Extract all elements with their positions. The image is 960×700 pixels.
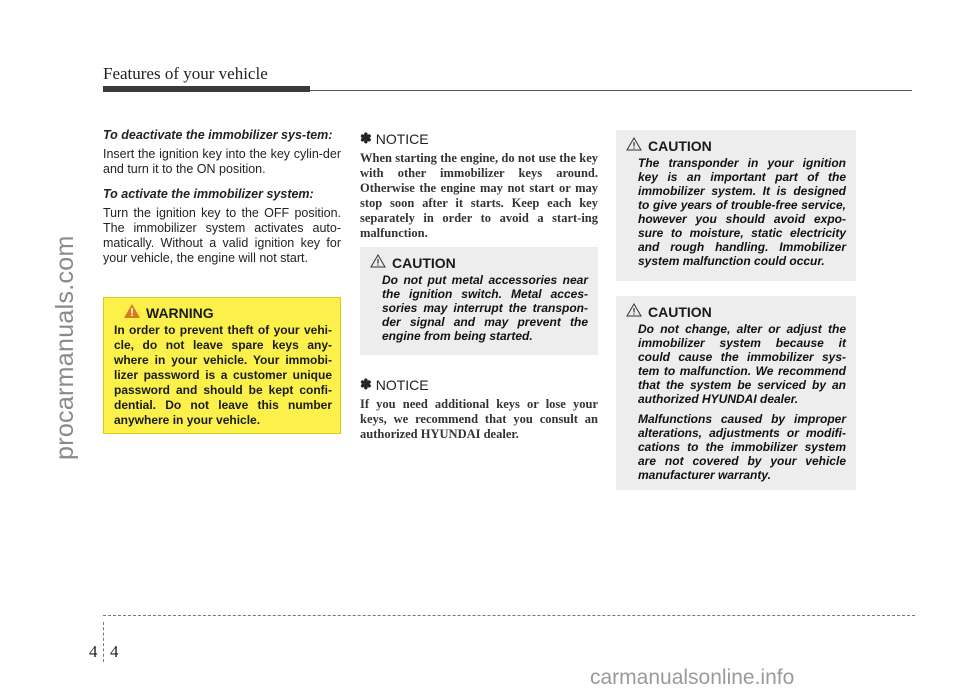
deactivate-heading: To deactivate the immobilizer sys-tem: xyxy=(103,128,333,142)
warning-text: In order to prevent theft of your vehi-cle, do not leave spare keys any-where in your vehicle. Your immobi-lizer password is a customer unique password and should be kept confi-dential. Do not leave this number anywhere in your vehicle. xyxy=(114,323,332,427)
notice-2-title: NOTICE xyxy=(375,376,429,393)
notice-1-text: When starting the engine, do not use the key with other immobilizer keys around. Otherwise the engine may not start or may stop soon after it starts. Keep each key separately in order to avoid a start-ing malfunction. xyxy=(360,151,598,240)
footer-rule xyxy=(103,615,915,616)
page-number: 4 xyxy=(110,642,119,661)
caution-title: CAUTION xyxy=(648,303,712,320)
caution-title-row xyxy=(626,303,846,320)
caution-text-1: Do not change, alter or adjust the immobilizer system because it could cause the immobilizer sys-tem to malfunction. We recommend that the system be serviced by an authorized HYUNDAI dealer. xyxy=(638,322,846,406)
warning-title-row xyxy=(124,304,332,321)
caution-triangle-icon xyxy=(370,254,386,271)
warning-title: WARNING xyxy=(146,304,214,321)
header-rule xyxy=(310,90,912,91)
caution-triangle-icon xyxy=(626,303,642,320)
column-2 xyxy=(360,130,598,241)
warning-box xyxy=(103,297,341,434)
notice-mark-icon: ✽ xyxy=(360,130,372,146)
caution-title-row xyxy=(626,137,846,154)
caution-title: CAUTION xyxy=(648,137,712,154)
caution-box-metal xyxy=(360,247,598,355)
notice-2-block xyxy=(360,376,598,442)
footer-divider xyxy=(103,622,104,662)
side-watermark: procarmanuals.com xyxy=(51,235,79,460)
bottom-watermark: carmanualsonline.info xyxy=(590,666,795,689)
activate-heading: To activate the immobilizer system: xyxy=(103,187,314,201)
page-header-title: Features of your vehicle xyxy=(103,64,268,83)
warning-triangle-icon xyxy=(124,304,140,321)
caution-title-row xyxy=(370,254,588,271)
caution-text-2: Malfunctions caused by improper alterations, adjustments or modifi-cations to the immobilizer system are not covered by your vehicle manufacturer warranty. xyxy=(638,412,846,482)
caution-box-tamper xyxy=(616,296,856,490)
header-accent-bar xyxy=(103,86,310,92)
notice-1-heading xyxy=(360,130,598,147)
caution-title: CAUTION xyxy=(392,254,456,271)
notice-mark-icon: ✽ xyxy=(360,376,372,392)
caution-text: Do not put metal accessories near the ignition switch. Metal acces-sories may interrupt the transpon-der signal and may prevent the engine from being started. xyxy=(382,273,588,343)
caution-triangle-icon xyxy=(626,137,642,154)
notice-2-heading xyxy=(360,376,598,393)
chapter-number: 4 xyxy=(89,642,98,661)
caution-text: The transponder in your ignition key is an important part of the immobilizer system. It is designed to give years of trouble-free service, however you should avoid expo-sure to moisture, static electricity and rough handling. Immobilizer system malfunction could occur. xyxy=(638,156,846,268)
caution-box-transponder xyxy=(616,130,856,281)
deactivate-text: Insert the ignition key into the key cylin-der and turn it to the ON position. xyxy=(103,147,341,176)
activate-text: Turn the ignition key to the OFF position. The immobilizer system activates auto-matically. Without a valid ignition key for your vehicle, the engine will not start. xyxy=(103,206,341,265)
notice-1-title: NOTICE xyxy=(375,130,429,147)
column-1 xyxy=(103,128,341,266)
notice-2-text: If you need additional keys or lose your keys, we recommend that you consult an authorized HYUNDAI dealer. xyxy=(360,397,598,441)
